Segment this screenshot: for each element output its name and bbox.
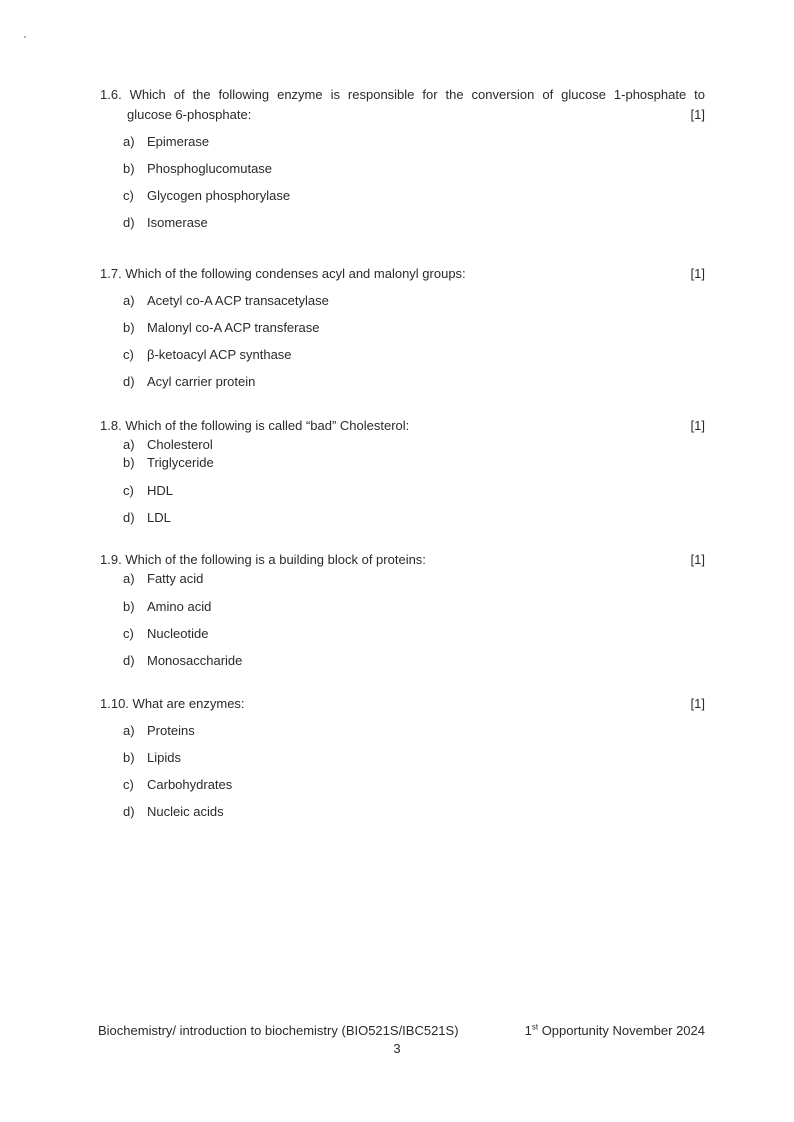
question-line [100,416,705,436]
option [100,372,705,392]
question-text: Which of the following is called “bad” Cholesterol: [125,418,410,433]
option [100,802,705,822]
page-footer [98,1021,705,1041]
marks-label: [1] [690,418,705,433]
option-letter: d) [123,804,135,819]
option-text: Fatty acid [147,571,204,586]
opportunity-suffix: st [531,1022,539,1032]
option-letter: a) [123,723,135,738]
option-letter: c) [123,347,134,362]
option [100,213,705,233]
scan-speck [24,36,26,38]
option-letter: b) [123,750,135,765]
question-text: What are enzymes: [132,696,245,711]
option-letter: b) [123,455,135,470]
option [100,454,705,472]
question-stem [100,694,245,714]
option [100,345,705,365]
option-text: Acetyl co-A ACP transacetylase [147,293,329,308]
question-stem-line2: glucose 6-phosphate: [127,107,252,122]
option [100,721,705,741]
footer-opportunity [525,1021,705,1041]
option-text: Epimerase [147,134,210,149]
option [100,597,705,617]
opportunity-text: Opportunity November 2024 [541,1023,705,1038]
question-stem [100,550,426,570]
question-line [100,264,705,284]
marks-label: [1] [690,696,705,711]
option [100,748,705,768]
question-1-10 [100,694,705,822]
option-text: Monosaccharide [147,653,243,668]
option-letter: a) [123,293,135,308]
option-letter: b) [123,161,135,176]
option-letter: b) [123,599,135,614]
option-letter: a) [123,437,135,452]
question-line [100,550,705,570]
page-number: 3 [393,1041,401,1056]
marks-label: [1] [690,107,705,122]
question-number: 1.6. [100,87,122,102]
question-number: 1.10. [100,696,129,711]
footer-course: Biochemistry/ introduction to biochemistry (BIO521S/IBC521S) [98,1023,459,1038]
option [100,775,705,795]
question-line [100,694,705,714]
option-text: Glycogen phosphorylase [147,188,291,203]
option-letter: c) [123,626,134,641]
opportunity-number: 1 [524,1023,532,1038]
option-text: Malonyl co-A ACP transferase [147,320,320,335]
option-text: β-ketoacyl ACP synthase [147,347,292,362]
marks-label: [1] [690,552,705,567]
option [100,651,705,671]
question-number: 1.9. [100,552,122,567]
option [100,570,705,588]
option [100,186,705,206]
option [100,318,705,338]
option-text: Amino acid [147,599,212,614]
option-text: Carbohydrates [147,777,233,792]
option-text: Nucleic acids [147,804,224,819]
question-1-8 [100,416,705,528]
question-1-9 [100,550,705,671]
option-text: Acyl carrier protein [147,374,256,389]
question-stem [100,416,409,436]
option-letter: a) [123,134,135,149]
option-letter: d) [123,215,135,230]
option-letter: c) [123,483,134,498]
option-letter: c) [123,188,134,203]
question-text: Which of the following enzyme is responsible for the conversion of glucose 1-phosphate to [129,87,705,102]
question-stem-line1 [100,85,705,105]
question-line [100,85,705,105]
option-text: Phosphoglucomutase [147,161,273,176]
option [100,159,705,179]
option-text: Proteins [147,723,195,738]
option [100,624,705,644]
question-1-6 [100,85,705,233]
option-text: Cholesterol [147,437,213,452]
option-text: LDL [147,510,171,525]
question-stem [100,264,466,284]
marks-label: [1] [690,266,705,281]
option [100,508,705,528]
question-text: Which of the following is a building block of proteins: [125,552,426,567]
option-text: Nucleotide [147,626,209,641]
question-number: 1.8. [100,418,122,433]
question-1-7 [100,264,705,392]
option [100,481,705,501]
option-letter: b) [123,320,135,335]
option-text: Isomerase [147,215,208,230]
option [100,436,705,454]
option-text: Lipids [147,750,181,765]
question-line [100,105,705,125]
option-letter: d) [123,510,135,525]
option-text: Triglyceride [147,455,214,470]
option-letter: c) [123,777,134,792]
option [100,132,705,152]
option-letter: d) [123,653,135,668]
option-letter: d) [123,374,135,389]
option-text: HDL [147,483,174,498]
question-text: Which of the following condenses acyl and malonyl groups: [125,266,466,281]
option [100,291,705,311]
question-number: 1.7. [100,266,122,281]
option-letter: a) [123,571,135,586]
